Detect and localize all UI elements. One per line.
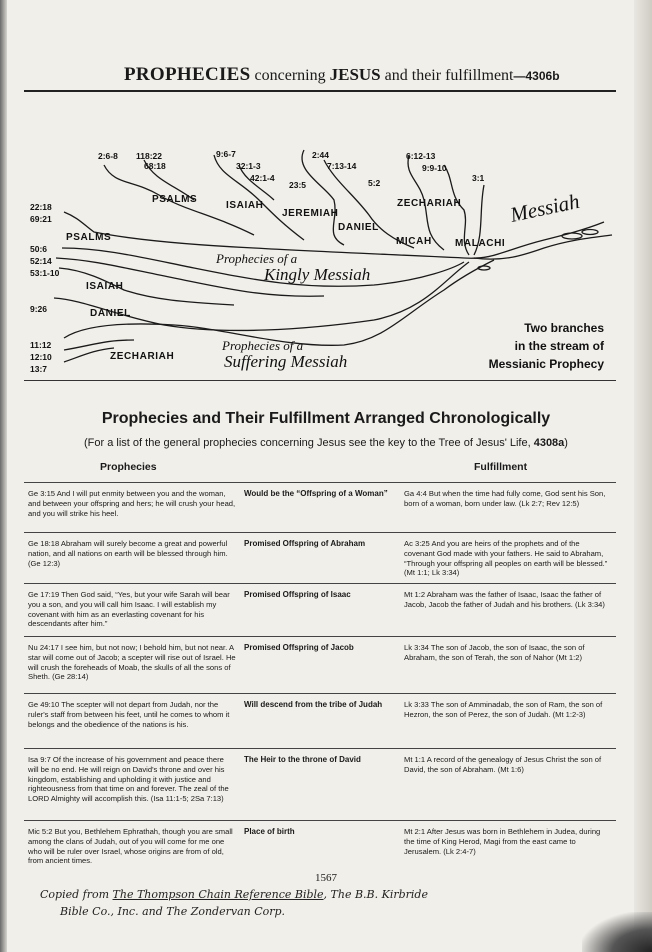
theme-cell: Promised Offspring of Isaac [244,590,351,599]
messianic-stream-diagram [24,140,616,380]
book-label-isaiah: ISAIAH [226,200,264,211]
ref-label: 9:6-7 [216,149,236,159]
header-title-big: PROPHECIES [124,64,251,85]
table-row [24,636,616,693]
page-edge [634,0,652,952]
book-label-daniel: DANIEL [338,222,379,233]
subtitle-end: ) [564,437,568,449]
header-concerning: concerning [250,67,330,84]
theme-cell: Would be the “Offspring of a Woman” [244,489,388,498]
prophecy-cell: Ge 17:19 Then God said, “Yes, but your wife Sarah will bear you a son, and you will call him Isaac. I will establish my covenant with him as an everlasting covenant for his descendants after him.” [28,590,230,629]
table-row [24,693,616,748]
stream-zechariah-suffering-c [64,348,114,362]
ref-label: 68:18 [144,161,166,171]
prophecy-cell: Nu 24:17 I see him, but not now; I behold him, but not near. A star will come out of Jacob; a scepter will rise out of Israel. He will crush the foreheads of Moab, the skulls of all the sons of Sheth. (Ge 28:14) [28,643,236,682]
section-subtitle [0,437,652,449]
prophecy-cell: Isa 9:7 Of the increase of his government and peace there will be no end. He will reign on David's throne and over his kingdom, establishing and upholding it with justice and righteousness from that time on and forever. The zeal of the LORD Almighty will accomplish this. (Isa 11:1-5; 2Sa 7:13) [28,755,229,804]
page-header [124,64,560,86]
subtitle-text: (For a list of the general prophecies concerning Jesus see the key to the Tree of Jesus' Life, [84,437,534,449]
fulfillment-cell: Mt 1:1 A record of the genealogy of Jesus Christ the son of David, the son of Abraham. (Mt 1:6) [404,755,602,774]
section-title: Prophecies and Their Fulfillment Arranged Chronologically [101,410,551,427]
theme-cell: Promised Offspring of Abraham [244,539,366,548]
diagram-caption [489,321,605,371]
ref-label: 118:22 [136,151,162,161]
subtitle-ref: 4308a [533,437,565,449]
book-label-micah: MICAH [396,236,432,247]
ref-label: 23:5 [289,180,307,190]
ref-label: 32:1-3 [236,161,261,171]
stream-zechariah-suffering-b [64,340,134,350]
handwritten-note [40,886,428,920]
page-binding-shadow [0,0,7,952]
suffering-label-line2: Suffering Messiah [224,352,348,371]
ref-label: 3:1 [472,173,485,183]
fulfillment-cell: Lk 3:33 The son of Amminadab, the son of Ram, the son of Hezron, the son of Perez, the son of Judah. (Mt 1:2-3) [404,700,603,719]
note-title: The Thompson Chain Reference Bible [112,888,324,901]
header-title-mid [251,67,514,84]
header-fulfillment: and their fulfillment [380,67,514,84]
ref-label: 13:7 [30,364,48,374]
ref-label: 11:12 [30,340,52,350]
fulfillment-cell: Ga 4:4 But when the time had fully come, God sent his Son, born of a woman, born under law. (Lk 2:7; Rev 12:5) [404,489,606,508]
prophecy-cell: Ge 18:18 Abraham will surely become a great and powerful nation, and all nations on earth will be blessed through him. (Ge 12:3) [28,539,228,568]
stream-daniel-suffering [54,262,469,330]
table-row [24,748,616,820]
column-header-fulfillment: Fulfillment [474,461,528,473]
book-label-zechariah: ZECHARIAH [397,198,462,209]
caption-line: Two branches [524,321,604,335]
book-label-psalms: PSALMS [152,194,198,205]
caption-line: in the stream of [514,339,604,353]
theme-cell: Place of birth [244,827,295,836]
ref-label: 5:2 [368,178,381,188]
kingly-label-line1: Prophecies of a [216,251,298,266]
ref-label: 69:21 [30,214,52,224]
prophecy-cell: Ge 3:15 And I will put enmity between you and the woman, and between your offspring and hers; he will crush your head, and you will strike his heel. [28,489,236,518]
page-corner-shadow [582,912,652,952]
diagram-rule [24,380,616,381]
page-number: 1567 [315,872,337,884]
messiah-label: Messiah [508,188,582,227]
book-label-daniel-suffering: DANIEL [90,308,131,319]
ref-label: 7:13-14 [327,161,357,171]
kingly-label-line2: Kingly Messiah [264,265,371,284]
header-code: —4306b [513,69,560,83]
ref-label: 9:26 [30,304,48,314]
caption-line: Messianic Prophecy [488,357,604,371]
note-line1 [40,886,428,903]
header-jesus: JESUS [329,65,381,84]
prophecy-cell: Mic 5:2 But you, Bethlehem Ephrathah, though you are small among the clans of Judah, out of you will come for me one who will be ruler over Israel, whose origins are from of old, from ancient times. [28,827,233,866]
table-row [24,820,616,870]
book-label-isaiah-suffering: ISAIAH [86,281,124,292]
theme-cell: The Heir to the throne of David [244,755,361,764]
ref-label: 12:10 [30,352,52,362]
prophecy-table [24,482,616,870]
ref-label: 22:18 [30,202,52,212]
theme-cell: Will descend from the tribe of Judah [244,700,383,709]
column-header-prophecies: Prophecies [100,461,157,473]
fulfillment-cell: Mt 2:1 After Jesus was born in Bethlehem in Judea, during the time of King Herod, Magi from the east came to Jerusalem. (Lk 2:4-7) [404,827,601,856]
book-label-psalms-suffering: PSALMS [66,232,112,243]
theme-cell: Promised Offspring of Jacob [244,643,354,652]
fulfillment-cell: Ac 3:25 And you are heirs of the prophets and of the covenant God made with your fathers. He said to Abraham, “Through your offspring all peoples on earth will be blessed.” (Mt 1:1; Lk 3:34) [404,539,608,578]
suffering-label-line1: Prophecies of a [222,338,304,353]
stream-ripple-2 [582,230,598,235]
table-row [24,482,616,532]
note-line2: Bible Co., Inc. and The Zondervan Corp. [60,905,286,918]
book-label-jeremiah: JEREMIAH [282,208,339,219]
fulfillment-cell: Mt 1:2 Abraham was the father of Isaac, Isaac the father of Jacob, Jacob the father of Judah and his brothers. (Lk 3:34) [404,590,605,609]
ref-label: 52:14 [30,256,52,266]
ref-label: 53:1-10 [30,268,60,278]
ref-label: 42:1-4 [250,173,275,183]
prophecy-cell: Ge 49:10 The scepter will not depart from Judah, nor the ruler's staff from between his feet, until he comes to whom it belongs and the obedience of the nations is his. [28,700,230,729]
ref-label: 6:12-13 [406,151,436,161]
ref-label: 2:6-8 [98,151,118,161]
note-post: , The B.B. Kirbride [323,888,428,901]
stream-ripple-1 [562,233,582,239]
book-label-malachi: MALACHI [455,238,506,249]
book-label-zechariah-suffering: ZECHARIAH [110,351,175,362]
table-row [24,583,616,636]
table-row [24,532,616,583]
note-pre: Copied from [40,888,113,901]
ref-label: 2:44 [312,150,330,160]
ref-label: 50:6 [30,244,48,254]
ref-label: 9:9-10 [422,163,447,173]
fulfillment-cell: Lk 3:34 The son of Jacob, the son of Isaac, the son of Abraham, the son of Terah, the son of Nahor (Mt 1:2) [404,643,585,662]
header-rule [24,90,616,92]
